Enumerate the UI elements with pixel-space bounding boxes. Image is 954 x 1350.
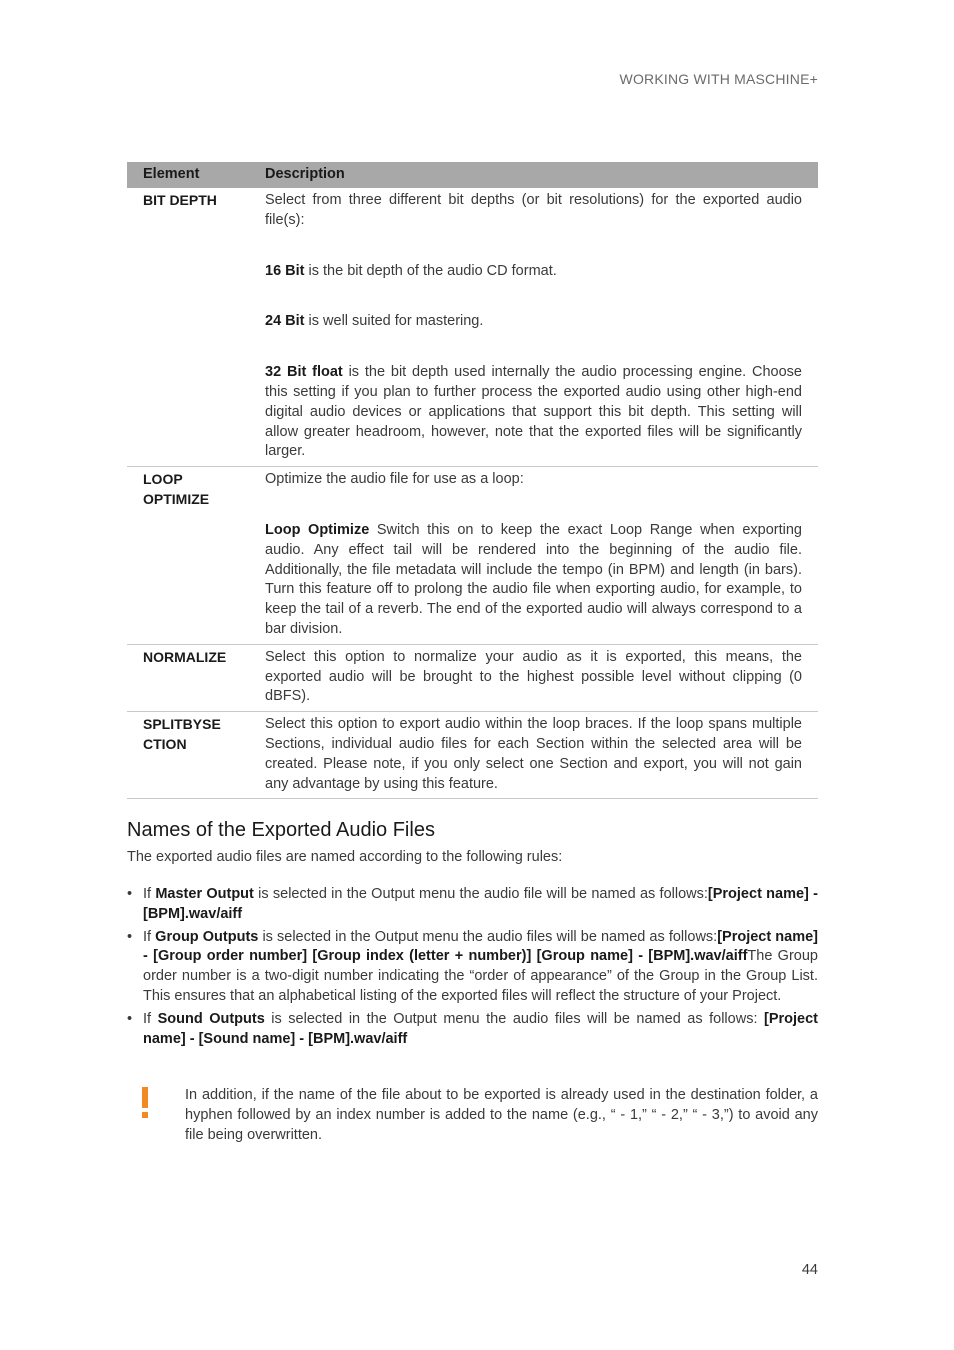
bold-term: Group Outputs <box>155 928 259 945</box>
text-run: Select from three different bit depths (or bit resolutions) for the exported audio file(s): <box>265 192 802 228</box>
bold-term: [Project name] - [Group order number] [Group index (letter + number)] [Group name] - [BPM].wav/aiff <box>143 928 818 965</box>
text-run: Select this option to export audio within the loop braces. If the loop spans multiple Sections, individual audio files for each Section within the selected area will be created. Please note, if you only select one Section and export, you will not gain any advantage by using this feature. <box>265 716 802 792</box>
note-callout <box>127 1086 818 1145</box>
page-number: 44 <box>801 1262 818 1278</box>
text-run: The Group order number is a two-digit number indicating the “order of appearance” of the Group in the Group List. This ensures that an alphabetical listing of the exported files will reflect the structure of your Project. <box>143 948 818 1004</box>
table-row <box>127 712 818 799</box>
list-item <box>127 928 818 1007</box>
element-description <box>249 467 818 645</box>
column-header-element: Element <box>127 162 249 188</box>
table-row <box>127 644 818 711</box>
exclamation-icon <box>140 1087 150 1119</box>
section-intro: The exported audio files are named according to the following rules: <box>127 849 563 865</box>
bold-term: [Project name] - [BPM].wav/aiff <box>143 886 818 922</box>
element-name: SPLITBYSE CTION <box>127 712 249 799</box>
description-paragraph <box>265 470 802 490</box>
description-paragraph <box>265 363 802 462</box>
naming-rules-list <box>127 885 818 1052</box>
description-paragraph <box>265 262 802 282</box>
bold-term: Loop Optimize <box>265 521 370 538</box>
text-run: is selected in the Output menu the audio files will be named as follows: <box>264 1010 764 1027</box>
bold-term: 24 Bit <box>265 313 305 330</box>
description-paragraph <box>265 191 802 231</box>
element-name: LOOP OPTIMIZE <box>127 467 249 645</box>
bullet-icon: • <box>127 928 133 945</box>
list-item <box>127 1010 818 1050</box>
text-run: If <box>143 928 156 945</box>
text-run: is well suited for mastering. <box>304 313 484 330</box>
table-row <box>127 467 818 645</box>
description-paragraph <box>265 521 802 640</box>
text-run: If <box>143 886 156 902</box>
running-header: WORKING WITH MASCHINE+ <box>619 71 818 87</box>
element-description <box>249 644 818 711</box>
column-header-description: Description <box>249 162 818 188</box>
bold-term: 32 Bit float <box>265 364 343 381</box>
table-body <box>127 188 818 799</box>
text-run: Switch this on to keep the exact Loop Range when exporting audio. Any effect tail will be rendered into the beginning of the audio file. Additionally, the file metadata will include the tempo (in BPM) and length (in bars). Turn this feature off to prolong the audio file when exporting audio, for example, to keep the tail of a reverb. The end of the exported audio will always correspond to a bar division. <box>265 521 802 637</box>
text-run: is selected in the Output menu the audio files will be named as follows: <box>258 928 718 945</box>
description-paragraph <box>265 648 802 707</box>
table-row <box>127 188 818 467</box>
bullet-icon: • <box>127 1010 133 1027</box>
note-text: In addition, if the name of the file about to be exported is already used in the destination folder, a hyphen followed by an index number is added to the name (e.g., “ - 1,” “ - 2,” “ - 3,”) to avoid any file being overwritten. <box>185 1087 818 1143</box>
description-paragraph <box>265 715 802 794</box>
text-run: is the bit depth used internally the audio processing engine. Choose this setting if you plan to further process the exported audio using other high-end digital audio devices or applications that support this bit depth. This setting will allow greater headroom, however, note that the exported files will be significantly larger. <box>265 364 802 460</box>
text-run: is the bit depth of the audio CD format. <box>304 262 557 279</box>
bold-term: [Project name] - [Sound name] - [BPM].wav/aiff <box>143 1010 818 1047</box>
element-name: BIT DEPTH <box>127 188 249 467</box>
element-description <box>249 712 818 799</box>
bold-term: Master Output <box>155 886 254 902</box>
element-description-table <box>127 162 818 799</box>
description-paragraph <box>265 312 802 332</box>
bold-term: Sound Outputs <box>157 1010 265 1027</box>
text-run: is selected in the Output menu the audio file will be named as follows: <box>253 886 708 902</box>
element-description <box>249 188 818 467</box>
section-title: Names of the Exported Audio Files <box>127 819 435 841</box>
bullet-icon: • <box>127 886 133 902</box>
text-run: Select this option to normalize your audio as it is exported, this means, the exported audio will be brought to the highest possible level without clipping (0 dBFS). <box>265 648 802 705</box>
table-header-row <box>127 162 818 188</box>
element-name: NORMALIZE <box>127 644 249 711</box>
text-run: If <box>143 1010 158 1027</box>
text-run: Optimize the audio file for use as a loop: <box>265 471 524 488</box>
bold-term: 16 Bit <box>265 262 305 279</box>
list-item <box>127 885 818 925</box>
